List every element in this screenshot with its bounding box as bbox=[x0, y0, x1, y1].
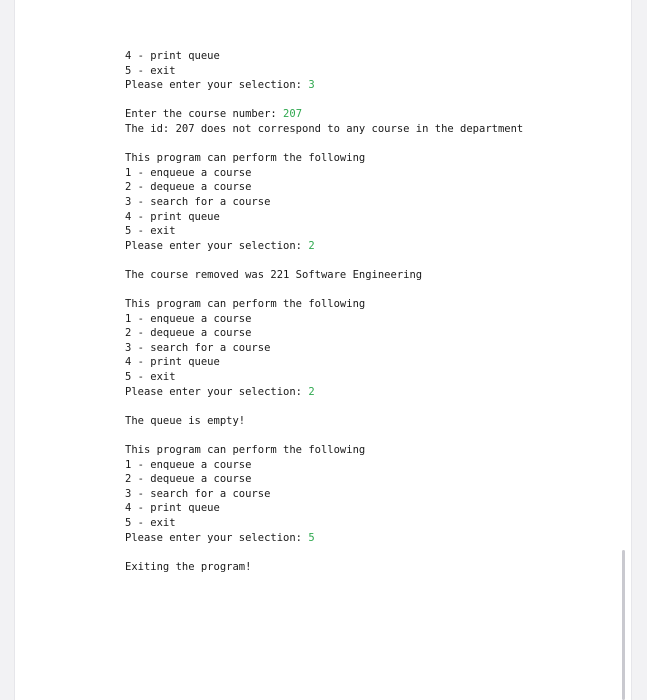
console-line-text: 5 - exit bbox=[125, 64, 176, 77]
user-input-value: 2 bbox=[308, 239, 315, 252]
console-line-text: Please enter your selection: bbox=[125, 239, 309, 252]
console-line bbox=[125, 516, 625, 531]
console-line bbox=[125, 487, 625, 502]
console-line-text: 1 - enqueue a course bbox=[125, 312, 252, 325]
console-line-text: 1 - enqueue a course bbox=[125, 166, 252, 179]
console-line bbox=[125, 414, 625, 429]
blank-line bbox=[125, 428, 625, 443]
console-line bbox=[125, 312, 625, 327]
console-line-text: 2 - dequeue a course bbox=[125, 327, 252, 340]
blank-line bbox=[125, 253, 625, 268]
console-line-text: Exiting the program! bbox=[125, 560, 252, 573]
user-input-value: 2 bbox=[308, 385, 315, 398]
console-line bbox=[125, 326, 625, 341]
console-line-text: 4 - print queue bbox=[125, 356, 220, 369]
console-line-text: 4 - print queue bbox=[125, 210, 220, 223]
scrollbar[interactable] bbox=[621, 0, 627, 700]
console-line-text: The course removed was 221 Software Engineering bbox=[125, 268, 423, 281]
console-line bbox=[125, 122, 625, 137]
console-line-text: This program can perform the following bbox=[125, 152, 366, 165]
console-line-text: 3 - search for a course bbox=[125, 341, 271, 354]
console-line-text: 5 - exit bbox=[125, 517, 176, 529]
user-input-value: 207 bbox=[283, 108, 303, 121]
console-line bbox=[125, 107, 625, 122]
console-line bbox=[125, 268, 625, 283]
blank-line bbox=[125, 93, 625, 108]
console-line bbox=[125, 355, 625, 370]
console-line-text: This program can perform the following bbox=[125, 444, 366, 457]
console-line-text: 2 - dequeue a course bbox=[125, 181, 252, 194]
console-line-text: The id: 207 does not correspond to any course in the department bbox=[125, 122, 524, 135]
blank-line bbox=[125, 137, 625, 152]
user-input-value: 5 bbox=[308, 531, 315, 544]
blank-line bbox=[125, 399, 625, 414]
console-line bbox=[125, 341, 625, 356]
console-line bbox=[125, 385, 625, 400]
console-line bbox=[125, 297, 625, 312]
console-line bbox=[125, 151, 625, 166]
console-output bbox=[125, 49, 625, 574]
console-line bbox=[125, 180, 625, 195]
console-line bbox=[125, 166, 625, 181]
console-line-text: Please enter your selection: bbox=[125, 79, 309, 92]
console-line bbox=[125, 64, 625, 79]
console-line bbox=[125, 210, 625, 225]
console-line-text: 3 - search for a course bbox=[125, 487, 271, 500]
console-line bbox=[125, 560, 625, 575]
user-input-value: 3 bbox=[308, 79, 315, 92]
console-line bbox=[125, 49, 625, 64]
scrollbar-thumb[interactable] bbox=[622, 550, 625, 700]
console-line bbox=[125, 472, 625, 487]
console-line-text: Please enter your selection: bbox=[125, 531, 309, 544]
console-line bbox=[125, 370, 625, 385]
console-line-text: 3 - search for a course bbox=[125, 195, 271, 208]
console-line bbox=[125, 443, 625, 458]
console-line-text: 5 - exit bbox=[125, 225, 176, 238]
console-line-text: 2 - dequeue a course bbox=[125, 473, 252, 486]
console-line bbox=[125, 239, 625, 254]
console-line-text: 4 - print queue bbox=[125, 502, 220, 515]
console-line bbox=[125, 458, 625, 473]
console-line-text: 5 - exit bbox=[125, 371, 176, 384]
console-line-text: Please enter your selection: bbox=[125, 385, 309, 398]
console-line-text: The queue is empty! bbox=[125, 414, 246, 427]
console-line-text: This program can perform the following bbox=[125, 298, 366, 311]
console-line bbox=[125, 224, 625, 239]
console-line bbox=[125, 78, 625, 93]
console-line bbox=[125, 195, 625, 210]
blank-line bbox=[125, 283, 625, 298]
console-line-text: Enter the course number: bbox=[125, 108, 284, 121]
console-line bbox=[125, 531, 625, 546]
blank-line bbox=[125, 545, 625, 560]
console-line-text: 4 - print queue bbox=[125, 50, 220, 62]
document-page bbox=[14, 0, 632, 700]
console-line bbox=[125, 501, 625, 516]
console-line-text: 1 - enqueue a course bbox=[125, 458, 252, 471]
